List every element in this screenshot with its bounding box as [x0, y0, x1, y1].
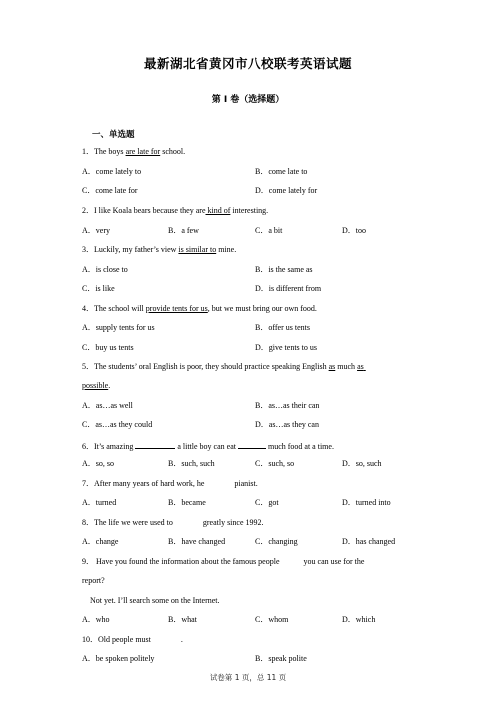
q2-option-b: B．a few	[168, 226, 199, 235]
q4-option-a: A．supply tents for us	[82, 323, 155, 332]
question-10: 10．Old people must .	[82, 635, 183, 644]
exam-subtitle: 第 I 卷（选择题）	[211, 95, 285, 105]
answer-blank	[238, 440, 266, 449]
question-9: 9． Have you found the information about the famous people you can use for the	[82, 557, 365, 566]
q6-option-c: C．such, so	[255, 459, 295, 468]
q9-option-a: A．who	[82, 615, 110, 624]
question-9-reply: Not yet. I’ll search some on the Internet.	[90, 596, 220, 605]
q9-option-d: D．which	[342, 615, 376, 624]
q5-option-b: B．as…as their can	[255, 401, 320, 410]
q1-option-d: D．come lately for	[255, 186, 318, 195]
question-8: 8．The life we were used to greatly since 1992.	[82, 518, 264, 527]
question-4: 4．The school will provide tents for us, but we must bring our own food.	[82, 304, 317, 313]
q7-option-a: A．turned	[82, 498, 117, 507]
question-1: 1．The boys are late for school.	[82, 147, 186, 156]
exam-title: 最新湖北省黄冈市八校联考英语试题	[143, 56, 352, 71]
q4-option-b: B．offer us tents	[255, 323, 310, 332]
q10-option-b: B．speak polite	[255, 654, 307, 663]
q5-option-c: C．as…as they could	[82, 420, 153, 429]
q7-option-d: D．turned into	[342, 498, 391, 507]
section-heading: 一、单选题	[92, 130, 135, 140]
question-5-cont: possible.	[82, 381, 111, 390]
q7-option-c: C．got	[255, 498, 279, 507]
q2-option-a: A．very	[82, 226, 110, 235]
q6-option-a: A．so, so	[82, 459, 115, 468]
q3-option-c: C．is like	[82, 284, 115, 293]
q3-option-d: D．is different from	[255, 284, 322, 293]
q1-option-b: B．come late to	[255, 167, 308, 176]
q9-option-c: C．whom	[255, 615, 289, 624]
q8-option-a: A．change	[82, 537, 119, 546]
q4-option-d: D．give tents to us	[255, 343, 317, 352]
q7-option-b: B．became	[168, 498, 206, 507]
question-9-cont: report?	[82, 576, 105, 585]
q1-option-a: A．come lately to	[82, 167, 142, 176]
question-7: 7．After many years of hard work, he pianist.	[82, 479, 258, 488]
q1-option-c: C．come late for	[82, 186, 138, 195]
answer-blank	[135, 440, 175, 449]
page-footer: 试卷第 1 页，总 11 页	[209, 673, 287, 682]
q6-option-d: D．so, such	[342, 459, 382, 468]
question-3: 3．Luckily, my father’s view is similar to mine.	[82, 245, 237, 254]
q9-option-b: B．what	[168, 615, 197, 624]
q4-option-c: C．buy us tents	[82, 343, 134, 352]
q2-option-d: D．too	[342, 226, 366, 235]
question-5: 5．The students’ oral English is poor, they should practice speaking English as much as	[82, 362, 364, 371]
q3-option-a: A．is close to	[82, 265, 128, 274]
question-2: 2．I like Koala bears because they are kind of interesting.	[82, 206, 269, 215]
q2-option-c: C．a bit	[255, 226, 283, 235]
q5-option-a: A．as…as well	[82, 401, 133, 410]
q8-option-b: B．have changed	[168, 537, 226, 546]
q10-option-a: A．be spoken politely	[82, 654, 155, 663]
q6-option-b: B．such, such	[168, 459, 215, 468]
q8-option-d: D．has changed	[342, 537, 396, 546]
q5-option-d: D．as…as they can	[255, 420, 319, 429]
q3-option-b: B．is the same as	[255, 265, 313, 274]
q8-option-c: C．changing	[255, 537, 298, 546]
question-6: 6．It’s amazing a little boy can eat much food at a time.	[82, 442, 334, 451]
